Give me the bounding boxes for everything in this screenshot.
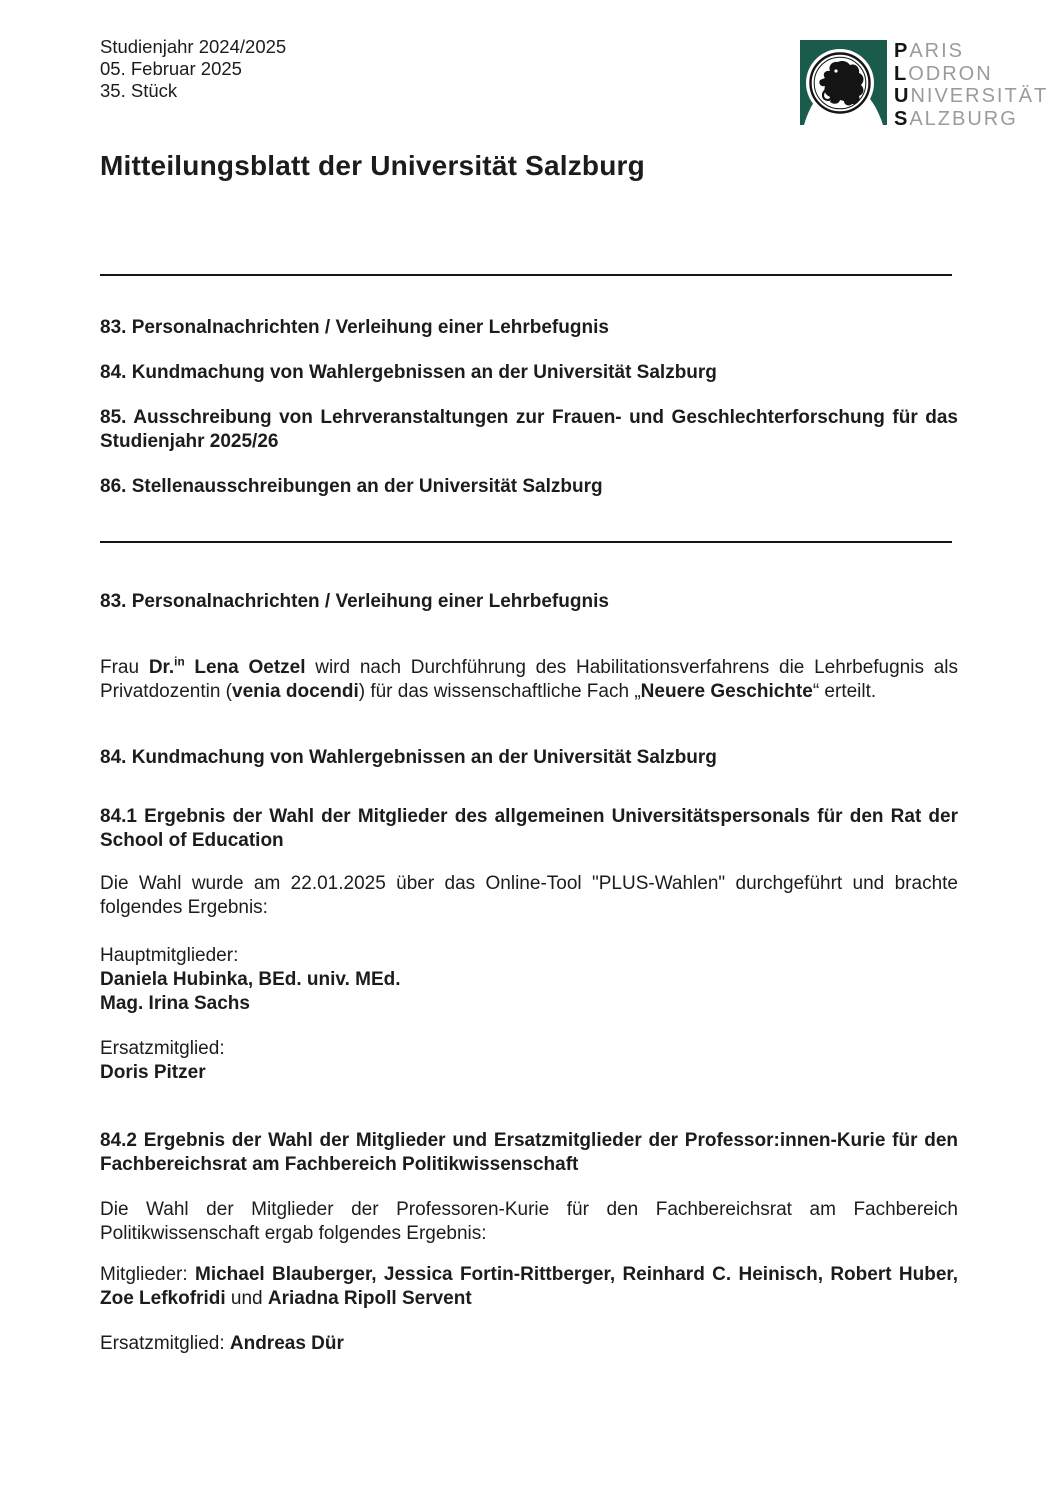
divider-rule-middle [100, 541, 952, 543]
section-84-2-paragraph: Die Wahl der Mitglieder der Professoren-Kurie für den Fachbereichsrat am Fachbereich Politikwissenschaft ergab folgendes Ergebnis: [100, 1199, 958, 1244]
substitute-member-block [100, 1037, 958, 1085]
plus-logo [800, 40, 1048, 130]
lion-seal-icon [800, 40, 887, 130]
section-83-paragraph: Frau Dr.$^{in}$ Lena Oetzel wird nach Durchführung des Habilitationsverfahrens die Lehrbefugnis als Privatdozentin (venia docendi) für das wissenschaftliche Fach „Neuere Geschichte“ erteilt. [100, 655, 958, 702]
logo-wordmark [894, 40, 1048, 130]
section-84-heading: 84. Kundmachung von Wahlergebnissen an der Universität Salzburg [100, 747, 717, 768]
main-members-block [100, 944, 958, 1016]
page-title: Mitteilungsblatt der Universität Salzburg [100, 150, 645, 181]
section-83-heading: 83. Personalnachrichten / Verleihung einer Lehrbefugnis [100, 591, 609, 612]
logo-word-lodron: LODRON [894, 62, 993, 85]
section-84-1-paragraph: Die Wahl wurde am 22.01.2025 über das Online-Tool "PLUS-Wahlen" durchgeführt und brachte folgendes Ergebnis: [100, 873, 958, 918]
divider-rule-top [100, 274, 952, 276]
date-line: 05. Februar 2025 [100, 58, 242, 79]
toc-item-83: 83. Personalnachrichten / Verleihung einer Lehrbefugnis [100, 317, 609, 338]
main-members-label: Hauptmitglieder: [100, 945, 239, 966]
logo-word-paris: PARIS [894, 40, 965, 62]
section-84-2-substitute-line: Ersatzmitglied: Andreas Dür [100, 1333, 344, 1354]
section-84-1-heading: 84.1 Ergebnis der Wahl der Mitglieder des allgemeinen Universitätspersonals für den Rat der School of Education [100, 806, 958, 851]
member-name: Daniela Hubinka, BEd. univ. MEd. [100, 969, 401, 990]
superscript-in: in [174, 655, 185, 669]
member-name: Mag. Irina Sachs [100, 993, 250, 1014]
logo-word-universitaet: UNIVERSITÄT [894, 85, 1049, 107]
studienjahr-line: Studienjahr 2024/2025 [100, 36, 287, 57]
section-84-2-heading: 84.2 Ergebnis der Wahl der Mitglieder und Ersatzmitglieder der Professor:innen-Kurie für den Fachbereichsrat am Fachbereich Politikwissenschaft [100, 1130, 958, 1175]
section-84-2-members-line: Mitglieder: Michael Blauberger, Jessica Fortin-Rittberger, Reinhard C. Heinisch, Robert Huber, Zoe Lefkofridi und Ariadna Ripoll Servent [100, 1264, 959, 1309]
member-name: Doris Pitzer [100, 1062, 206, 1083]
logo-word-salzburg: SALZBURG [894, 107, 1018, 130]
stueck-line: 35. Stück [100, 80, 178, 101]
toc-item-85: 85. Ausschreibung von Lehrveranstaltungen zur Frauen- und Geschlechterforschung für das Studienjahr 2025/26 [100, 407, 958, 452]
substitute-label: Ersatzmitglied: [100, 1038, 225, 1059]
toc-item-84: 84. Kundmachung von Wahlergebnissen an der Universität Salzburg [100, 362, 717, 383]
table-of-contents [100, 316, 958, 499]
toc-item-86: 86. Stellenausschreibungen an der Universität Salzburg [100, 476, 603, 497]
